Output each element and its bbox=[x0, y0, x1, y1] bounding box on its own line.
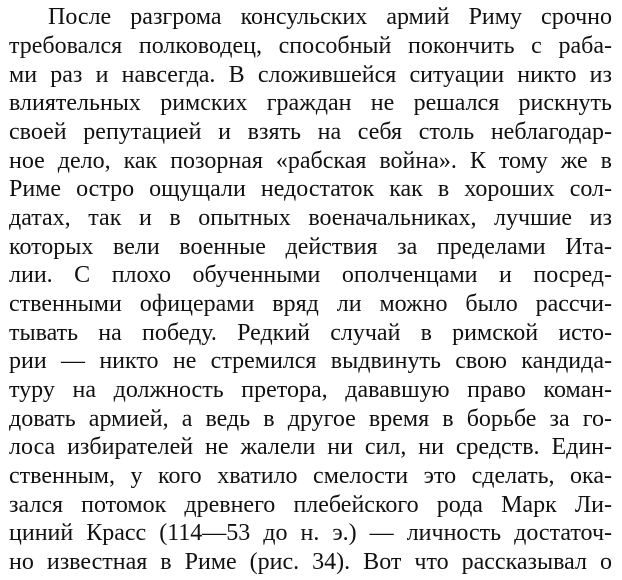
text-line-13: рии — никто не стремился выдвинуть свою кандида- bbox=[9, 348, 612, 374]
text-line-4: влиятельных римских граждан не решался рискнуть bbox=[9, 90, 612, 116]
text-line-8: датах, так и в опытных военачальниках, лучшие из bbox=[9, 205, 612, 231]
text-line-17: ственным, у кого хватило смелости это сделать, ока- bbox=[9, 463, 612, 489]
text-line-7: Риме остро ощущали недостаток как в хороших сол- bbox=[9, 176, 612, 202]
text-line-3: ми раз и навсегда. В сложившейся ситуации никто из bbox=[9, 62, 612, 88]
text-line-18: зался потомок древнего плебейского рода Марк Ли- bbox=[9, 492, 612, 518]
text-line-10: лии. С плохо обученными ополченцами и посред- bbox=[9, 262, 612, 288]
text-line-5: своей репутацией и взять на себя столь неблагодар- bbox=[9, 119, 612, 145]
text-line-15: довать армией, а ведь в другое время в борьбе за го- bbox=[9, 406, 612, 432]
text-line-19: циний Красс (114—53 до н. э.) — личность достаточ- bbox=[9, 520, 612, 546]
text-line-6: ное дело, как позорная «рабская война». К тому же в bbox=[9, 148, 612, 174]
text-line-14: туру на должность претора, дававшую право коман- bbox=[9, 377, 612, 403]
text-line-9: которых вели военные действия за пределами Ита- bbox=[9, 234, 612, 260]
text-line-1: После разгрома консульских армий Риму срочно bbox=[48, 4, 612, 30]
text-line-11: ственными офицерами вряд ли можно было рассчи- bbox=[9, 291, 612, 317]
text-line-16: лоса избирателей не жалели ни сил, ни средств. Един- bbox=[9, 434, 612, 460]
text-line-2: требовался полководец, способный покончить с раба- bbox=[9, 33, 612, 59]
text-line-12: тывать на победу. Редкий случай в римской исто- bbox=[9, 320, 612, 346]
text-line-20: но известная в Риме (рис. 34). Вот что рассказывал о bbox=[9, 549, 612, 575]
